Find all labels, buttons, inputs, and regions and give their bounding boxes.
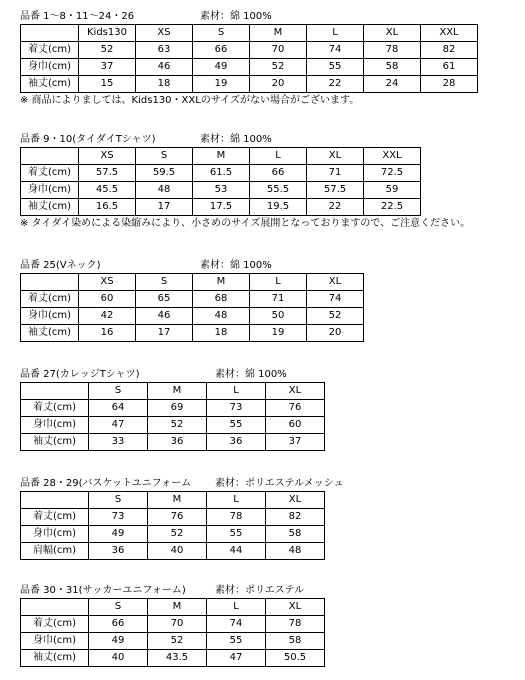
size-header: M <box>148 383 207 400</box>
product-number-label: 品番 27(カレッジTシャツ) <box>20 369 140 380</box>
table-row <box>21 509 325 526</box>
table-cell: 82 <box>421 42 478 59</box>
table-cell: 82 <box>266 509 325 526</box>
table-cell: 72.5 <box>364 165 421 182</box>
material-label: 素材：ポリエステル <box>215 585 305 596</box>
table-cell: 78 <box>266 616 325 633</box>
row-label: 着丈(cm) <box>21 509 89 526</box>
table-row <box>21 434 325 451</box>
size-header: M <box>250 25 307 42</box>
table-cell: 59.5 <box>136 165 193 182</box>
table-cell: 36 <box>89 543 148 560</box>
table-cell: 61.5 <box>193 165 250 182</box>
table-cell: 60 <box>79 291 136 308</box>
table-cell: 53 <box>193 182 250 199</box>
size-header: L <box>207 599 266 616</box>
table-cell: 63 <box>136 42 193 59</box>
table-header-row <box>21 148 421 165</box>
table-cell: 66 <box>193 42 250 59</box>
table-header-row <box>21 25 478 42</box>
size-header: S <box>89 383 148 400</box>
row-label: 袖丈(cm) <box>21 325 79 342</box>
section-note: ※ タイダイ染めによる染縮みにより、小さめのサイズ展開となっておりますので、ご注意ください。 <box>20 218 471 229</box>
size-header: S <box>136 274 193 291</box>
table-cell: 52 <box>148 526 207 543</box>
table-header-row <box>21 383 325 400</box>
product-number-label: 品番 25(Vネック) <box>20 260 101 271</box>
table-cell: 22 <box>307 199 364 216</box>
table-row <box>21 325 364 342</box>
size-header: S <box>89 599 148 616</box>
table-cell: 52 <box>148 633 207 650</box>
size-table <box>20 24 478 93</box>
table-cell: 15 <box>79 76 136 93</box>
table-cell: 49 <box>89 526 148 543</box>
table-cell: 68 <box>193 291 250 308</box>
size-header: XL <box>266 383 325 400</box>
table-cell: 43.5 <box>148 650 207 667</box>
table-cell: 76 <box>266 400 325 417</box>
row-label: 着丈(cm) <box>21 400 89 417</box>
table-cell: 55 <box>207 526 266 543</box>
table-header-row <box>21 599 325 616</box>
table-cell: 24 <box>364 76 421 93</box>
row-label: 身巾(cm) <box>21 633 89 650</box>
size-header: XXL <box>421 25 478 42</box>
table-cell: 78 <box>207 509 266 526</box>
table-cell: 37 <box>79 59 136 76</box>
size-table <box>20 147 421 216</box>
section-note: ※ 商品によりましては、Kids130・XXLのサイズがない場合がございます。 <box>20 95 360 106</box>
table-cell: 55 <box>307 59 364 76</box>
table-cell: 55 <box>207 417 266 434</box>
table-cell: 40 <box>89 650 148 667</box>
table-cell: 17 <box>136 199 193 216</box>
table-cell: 48 <box>136 182 193 199</box>
table-cell: 52 <box>79 42 136 59</box>
size-header: S <box>193 25 250 42</box>
size-header: Kids130 <box>79 25 136 42</box>
row-label: 身巾(cm) <box>21 308 79 325</box>
size-header: M <box>148 492 207 509</box>
section-heading <box>20 259 272 273</box>
size-header: M <box>148 599 207 616</box>
row-label: 着丈(cm) <box>21 616 89 633</box>
table-cell: 52 <box>250 59 307 76</box>
table-corner-cell <box>21 383 89 400</box>
row-label: 肩幅(cm) <box>21 543 89 560</box>
table-cell: 16.5 <box>79 199 136 216</box>
table-cell: 60 <box>266 417 325 434</box>
section-heading <box>20 10 272 24</box>
table-cell: 58 <box>266 526 325 543</box>
material-label: 素材：ポリエステルメッシュ <box>215 478 344 489</box>
size-header: XS <box>136 25 193 42</box>
table-cell: 16 <box>79 325 136 342</box>
size-header: M <box>193 148 250 165</box>
table-cell: 20 <box>307 325 364 342</box>
row-label: 身巾(cm) <box>21 182 79 199</box>
table-cell: 66 <box>250 165 307 182</box>
table-cell: 52 <box>148 417 207 434</box>
section-heading <box>20 133 272 147</box>
table-cell: 28 <box>421 76 478 93</box>
section-heading <box>20 477 344 491</box>
table-cell: 58 <box>266 633 325 650</box>
size-header: XL <box>266 599 325 616</box>
table-cell: 74 <box>307 291 364 308</box>
table-cell: 65 <box>136 291 193 308</box>
table-cell: 45.5 <box>79 182 136 199</box>
table-cell: 22.5 <box>364 199 421 216</box>
table-cell: 74 <box>307 42 364 59</box>
table-cell: 37 <box>266 434 325 451</box>
table-cell: 74 <box>207 616 266 633</box>
row-label: 袖丈(cm) <box>21 76 79 93</box>
table-row <box>21 42 478 59</box>
table-cell: 57.5 <box>79 165 136 182</box>
table-row <box>21 400 325 417</box>
material-label: 素材：綿 100% <box>200 260 272 271</box>
table-cell: 52 <box>307 308 364 325</box>
table-cell: 19 <box>250 325 307 342</box>
size-header: L <box>207 492 266 509</box>
size-header: XXL <box>364 148 421 165</box>
size-header: L <box>307 25 364 42</box>
table-row <box>21 182 421 199</box>
table-cell: 36 <box>207 434 266 451</box>
table-cell: 48 <box>193 308 250 325</box>
table-cell: 36 <box>148 434 207 451</box>
table-row <box>21 650 325 667</box>
row-label: 身巾(cm) <box>21 59 79 76</box>
size-header: M <box>193 274 250 291</box>
size-table <box>20 598 325 667</box>
size-table <box>20 382 325 451</box>
table-cell: 49 <box>89 633 148 650</box>
table-row <box>21 616 325 633</box>
size-header: L <box>250 148 307 165</box>
row-label: 着丈(cm) <box>21 42 79 59</box>
table-cell: 47 <box>89 417 148 434</box>
table-cell: 55 <box>207 633 266 650</box>
table-cell: 42 <box>79 308 136 325</box>
size-header: S <box>136 148 193 165</box>
table-cell: 70 <box>148 616 207 633</box>
table-corner-cell <box>21 25 79 42</box>
table-corner-cell <box>21 492 89 509</box>
table-corner-cell <box>21 274 79 291</box>
table-cell: 70 <box>250 42 307 59</box>
table-cell: 22 <box>307 76 364 93</box>
section-heading <box>20 368 287 382</box>
table-cell: 47 <box>207 650 266 667</box>
table-cell: 18 <box>136 76 193 93</box>
size-header: L <box>207 383 266 400</box>
table-cell: 76 <box>148 509 207 526</box>
table-row <box>21 543 325 560</box>
table-row <box>21 417 325 434</box>
table-cell: 57.5 <box>307 182 364 199</box>
table-cell: 71 <box>307 165 364 182</box>
size-header: XL <box>266 492 325 509</box>
table-cell: 66 <box>89 616 148 633</box>
row-label: 袖丈(cm) <box>21 650 89 667</box>
table-cell: 44 <box>207 543 266 560</box>
table-cell: 58 <box>364 59 421 76</box>
product-number-label: 品番 9・10(タイダイTシャツ) <box>20 134 156 145</box>
size-header: XL <box>307 274 364 291</box>
table-cell: 18 <box>193 325 250 342</box>
size-table <box>20 273 364 342</box>
table-cell: 20 <box>250 76 307 93</box>
table-cell: 73 <box>207 400 266 417</box>
table-header-row <box>21 492 325 509</box>
table-cell: 49 <box>193 59 250 76</box>
table-header-row <box>21 274 364 291</box>
table-row <box>21 526 325 543</box>
table-cell: 59 <box>364 182 421 199</box>
row-label: 着丈(cm) <box>21 291 79 308</box>
size-header: XL <box>364 25 421 42</box>
product-number-label: 品番 1～8・11～24・26 <box>20 11 135 22</box>
row-label: 着丈(cm) <box>21 165 79 182</box>
row-label: 袖丈(cm) <box>21 434 89 451</box>
table-corner-cell <box>21 148 79 165</box>
size-header: XS <box>79 274 136 291</box>
table-cell: 48 <box>266 543 325 560</box>
table-cell: 73 <box>89 509 148 526</box>
table-cell: 17 <box>136 325 193 342</box>
table-cell: 46 <box>136 308 193 325</box>
table-cell: 46 <box>136 59 193 76</box>
size-header: S <box>89 492 148 509</box>
size-header: XS <box>79 148 136 165</box>
table-cell: 19 <box>193 76 250 93</box>
table-row <box>21 199 421 216</box>
table-cell: 17.5 <box>193 199 250 216</box>
size-header: L <box>250 274 307 291</box>
table-row <box>21 291 364 308</box>
row-label: 袖丈(cm) <box>21 199 79 216</box>
product-number-label: 品番 30・31(サッカーユニフォーム) <box>20 585 186 596</box>
table-cell: 78 <box>364 42 421 59</box>
material-label: 素材：綿 100% <box>200 134 272 145</box>
table-row <box>21 165 421 182</box>
section-heading <box>20 584 305 598</box>
row-label: 身巾(cm) <box>21 526 89 543</box>
product-number-label: 品番 28・29(バスケットユニフォーム <box>20 478 192 489</box>
table-row <box>21 59 478 76</box>
table-cell: 69 <box>148 400 207 417</box>
table-cell: 71 <box>250 291 307 308</box>
size-table <box>20 491 325 560</box>
table-cell: 33 <box>89 434 148 451</box>
table-row <box>21 308 364 325</box>
size-header: XL <box>307 148 364 165</box>
table-cell: 55.5 <box>250 182 307 199</box>
table-corner-cell <box>21 599 89 616</box>
table-cell: 19.5 <box>250 199 307 216</box>
table-row <box>21 633 325 650</box>
table-cell: 40 <box>148 543 207 560</box>
table-cell: 50.5 <box>266 650 325 667</box>
table-cell: 64 <box>89 400 148 417</box>
table-cell: 50 <box>250 308 307 325</box>
table-cell: 61 <box>421 59 478 76</box>
table-row <box>21 76 478 93</box>
material-label: 素材：綿 100% <box>215 369 287 380</box>
row-label: 身巾(cm) <box>21 417 89 434</box>
material-label: 素材：綿 100% <box>200 11 272 22</box>
